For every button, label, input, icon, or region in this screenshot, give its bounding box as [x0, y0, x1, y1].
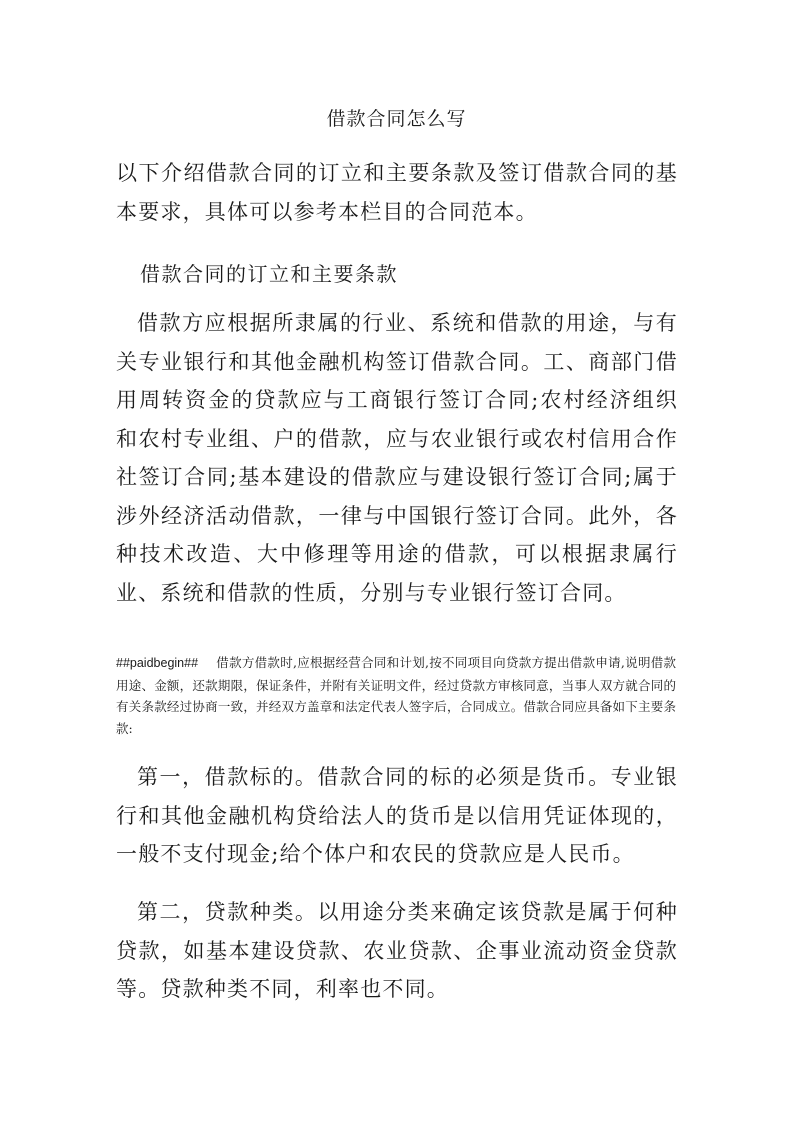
intro-paragraph: 以下介绍借款合同的订立和主要条款及签订借款合同的基本要求，具体可以参考本栏目的合同范本。 — [116, 161, 678, 224]
paid-section-paragraph — [116, 652, 676, 739]
page-title: 借款合同怎么写 — [326, 108, 467, 130]
section-heading: 借款合同的订立和主要条款 — [140, 262, 398, 286]
paid-marker: ##paidbegin## — [116, 656, 199, 670]
body-paragraph-2: 第一，借款标的。借款合同的标的必须是货币。专业银行和其他金融机构贷给法人的货币是以信用凭证体现的，一般不支付现金;给个体户和农民的贷款应是人民币。 — [116, 765, 678, 866]
small-paragraph-text: 借款方借款时,应根据经营合同和计划,按不同项目向贷款方提出借款申请,说明借款用途、金额，还款期限，保证条件，并附有关证明文件，经过贷款方审核同意，当事人双方就合同的有关条款经过协商一致，并经双方盖章和法定代表人签字后，合同成立。借款合同应具备如下主要条款: — [116, 655, 676, 736]
body-paragraph-3: 第二，贷款种类。以用途分类来确定该贷款是属于何种贷款，如基本建设贷款、农业贷款、企事业流动资金贷款等。贷款种类不同，利率也不同。 — [116, 900, 678, 1001]
body-paragraph-1: 借款方应根据所隶属的行业、系统和借款的用途，与有关专业银行和其他金融机构签订借款合同。工、商部门借用周转资金的贷款应与工商银行签订合同;农村经济组织和农村专业组、户的借款，应与农业银行或农村信用合作社签订合同;基本建设的借款应与建设银行签订合同;属于涉外经济活动借款，一律与中国银行签订合同。此外，各种技术改造、大中修理等用途的借款，可以根据隶属行业、系统和借款的性质，分别与专业银行签订合同。 — [116, 311, 678, 605]
